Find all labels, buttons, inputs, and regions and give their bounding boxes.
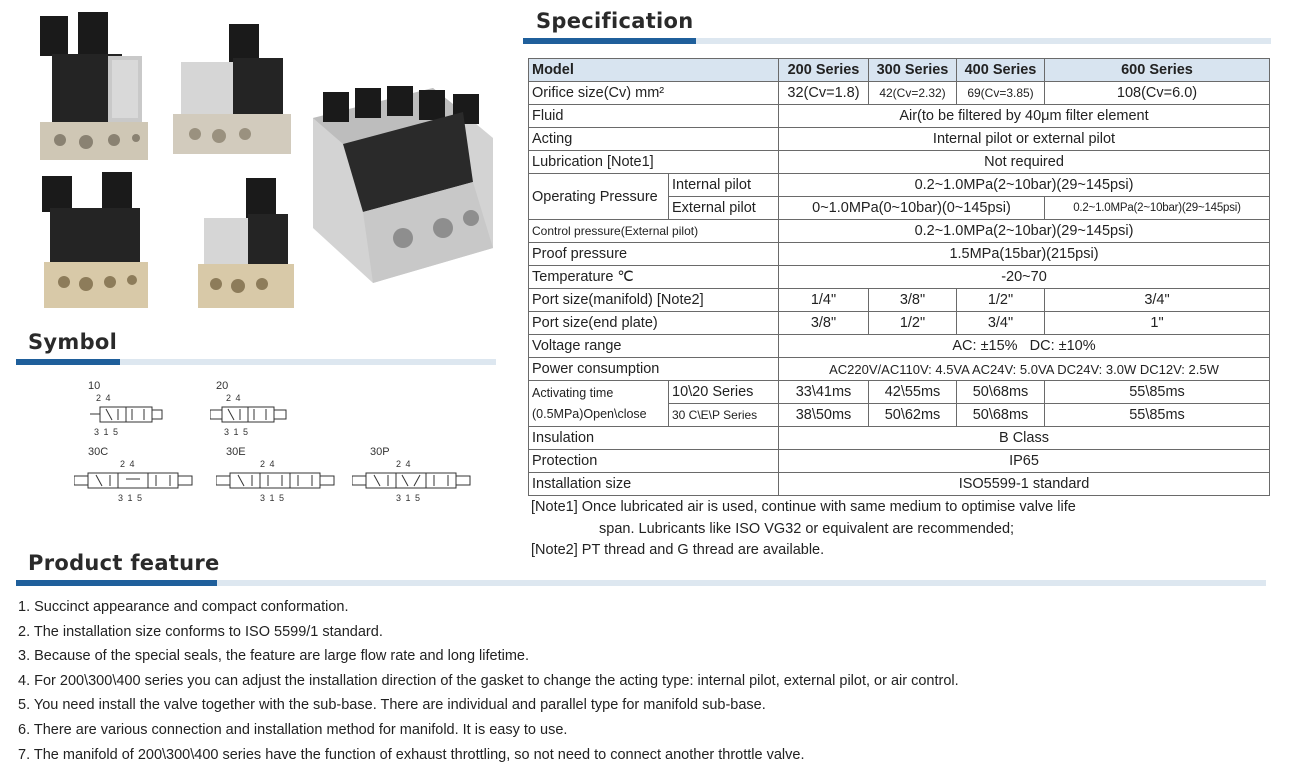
list-item: 1. Succinct appearance and compact conformation.: [18, 599, 349, 615]
valve-photo-3: [42, 172, 152, 312]
port-manifold-label: Port size(manifold) [Note2]: [529, 289, 779, 312]
header-600: 600 Series: [1045, 59, 1270, 82]
port-end-200: 3/8": [779, 312, 869, 335]
symbol-ports-top-30P: 2 4: [396, 459, 412, 469]
table-row: [529, 174, 1270, 197]
lubrication-label: Lubrication [Note1]: [529, 151, 779, 174]
symbol-20-diagram: [210, 404, 294, 426]
table-row: [529, 358, 1270, 381]
temperature-label: Temperature ℃: [529, 266, 779, 289]
table-row: [529, 450, 1270, 473]
activating-row1-300: 42\55ms: [869, 381, 957, 404]
insulation-label: Insulation: [529, 427, 779, 450]
internal-pilot-value: 0.2~1.0MPa(2~10bar)(29~145psi): [779, 174, 1270, 197]
table-row: [529, 105, 1270, 128]
port-end-400: 3/4": [957, 312, 1045, 335]
orifice-200: 32(Cv=1.8): [779, 82, 869, 105]
acting-label: Acting: [529, 128, 779, 151]
valve-photo-4: [198, 178, 298, 312]
port-manifold-600: 3/4": [1045, 289, 1270, 312]
list-item: 2. The installation size conforms to ISO 5599/1 standard.: [18, 623, 383, 640]
table-row: [529, 128, 1270, 151]
header-300: 300 Series: [869, 59, 957, 82]
table-row: [529, 59, 1270, 82]
port-end-label: Port size(end plate): [529, 312, 779, 335]
activating-row1-400: 50\68ms: [957, 381, 1045, 404]
port-end-300: 1/2": [869, 312, 957, 335]
symbol-ports-bottom-30C: 3 1 5: [118, 493, 144, 503]
note1-line2: span. Lubricants like ISO VG32 or equivalent are recommended;: [599, 520, 1015, 537]
symbol-ports-bottom-30E: 3 1 5: [260, 493, 286, 503]
table-row: [529, 381, 1270, 404]
activating-row2-600: 55\85ms: [1045, 404, 1270, 427]
table-row: [529, 266, 1270, 289]
activating-row1-label: 10\20 Series: [669, 381, 779, 404]
symbol-30P-diagram: [352, 470, 472, 492]
orifice-600: 108(Cv=6.0): [1045, 82, 1270, 105]
symbol-label-20: 20: [216, 380, 229, 392]
orifice-300: 42(Cv=2.32): [869, 82, 957, 105]
activating-row2-300: 50\62ms: [869, 404, 957, 427]
list-item: 3. Because of the special seals, the feature are large flow rate and long lifetime.: [18, 648, 530, 665]
port-manifold-400: 1/2": [957, 289, 1045, 312]
proof-pressure-value: 1.5MPa(15bar)(215psi): [779, 243, 1270, 266]
activating-label-line1: Activating time: [532, 385, 614, 400]
activating-row2-label: 30 C\E\P Series: [669, 404, 779, 427]
installation-value: ISO5599-1 standard: [779, 473, 1270, 496]
table-row: [529, 335, 1270, 358]
symbol-ports-bottom-10: 3 1 5: [94, 427, 120, 437]
table-row: [529, 243, 1270, 266]
protection-value: IP65: [779, 450, 1270, 473]
operating-pressure-label: Operating Pressure: [529, 174, 669, 220]
temperature-value: -20~70: [779, 266, 1270, 289]
symbol-label-30P: 30P: [370, 446, 390, 458]
activating-row2-200: 38\50ms: [779, 404, 869, 427]
activating-label: [529, 381, 669, 427]
specification-title-bar: [523, 38, 1271, 44]
product-photos: [18, 6, 508, 318]
activating-label-line2: (0.5MPa)Open\close: [532, 406, 647, 421]
acting-value: Internal pilot or external pilot: [779, 128, 1270, 151]
symbol-title-bar: [16, 359, 496, 365]
valve-photo-2: [173, 22, 293, 156]
external-pilot-value-a: 0~1.0MPa(0~10bar)(0~145psi): [779, 197, 1045, 220]
specification-title: Specification: [536, 9, 694, 33]
activating-row2-400: 50\68ms: [957, 404, 1045, 427]
table-row: [529, 151, 1270, 174]
power-value: AC220V/AC110V: 4.5VA AC24V: 5.0VA DC24V: 3.0W DC12V: 2.5W: [779, 358, 1270, 381]
table-row: [529, 220, 1270, 243]
lubrication-value: Not required: [779, 151, 1270, 174]
orifice-400: 69(Cv=3.85): [957, 82, 1045, 105]
list-item: 6. There are various connection and installation method for manifold. It is easy to use.: [18, 721, 568, 738]
voltage-value: AC: ±15% DC: ±10%: [779, 335, 1270, 358]
list-item: 4. For 200\300\400 series you can adjust the installation direction of the gasket to change the acting type: internal pilot, external pilot, or air control.: [18, 672, 959, 689]
symbol-30C-diagram: [74, 470, 194, 492]
symbol-label-30E: 30E: [226, 446, 246, 458]
orifice-label: Orifice size(Cv) mm²: [529, 82, 779, 105]
port-end-600: 1": [1045, 312, 1270, 335]
fluid-label: Fluid: [529, 105, 779, 128]
note2: [Note2] PT thread and G thread are available.: [531, 542, 825, 558]
symbol-ports-top-30E: 2 4: [260, 459, 276, 469]
symbol-ports-bottom-20: 3 1 5: [224, 427, 250, 437]
symbol-ports-top-30C: 2 4: [120, 459, 136, 469]
control-pressure-label: Control pressure(External pilot): [529, 220, 779, 243]
valve-photo-1: [38, 10, 153, 168]
fluid-value: Air(to be filtered by 40μm filter element: [779, 105, 1270, 128]
symbol-title: Symbol: [28, 330, 118, 354]
port-manifold-200: 1/4": [779, 289, 869, 312]
power-label: Power consumption: [529, 358, 779, 381]
symbol-label-10: 10: [88, 380, 101, 392]
manifold-photo: [303, 78, 503, 288]
table-row: [529, 427, 1270, 450]
list-item: 7. The manifold of 200\300\400 series have the function of exhaust throttling, so not need to connect another throttle valve.: [18, 746, 805, 763]
table-row: [529, 312, 1270, 335]
specification-table: [528, 58, 1270, 496]
valve-symbols: [70, 376, 490, 506]
product-feature-title-bar: [16, 580, 1266, 586]
symbol-30E-diagram: [216, 470, 336, 492]
activating-row1-600: 55\85ms: [1045, 381, 1270, 404]
header-400: 400 Series: [957, 59, 1045, 82]
port-manifold-300: 3/8": [869, 289, 957, 312]
table-row: [529, 82, 1270, 105]
symbol-10-diagram: [88, 404, 164, 426]
product-feature-title: Product feature: [28, 551, 220, 575]
installation-label: Installation size: [529, 473, 779, 496]
activating-row1-200: 33\41ms: [779, 381, 869, 404]
header-200: 200 Series: [779, 59, 869, 82]
feature-list: [18, 595, 959, 767]
header-model: Model: [529, 59, 779, 82]
voltage-label: Voltage range: [529, 335, 779, 358]
table-notes: [531, 497, 1076, 562]
symbol-ports-top-10: 2 4: [96, 393, 112, 403]
symbol-ports-top-20: 2 4: [226, 393, 242, 403]
note1-line1: [Note1] Once lubricated air is used, continue with same medium to optimise valve life: [531, 499, 1076, 515]
table-row: [529, 473, 1270, 496]
symbol-ports-bottom-30P: 3 1 5: [396, 493, 422, 503]
proof-pressure-label: Proof pressure: [529, 243, 779, 266]
external-pilot-label: External pilot: [669, 197, 779, 220]
list-item: 5. You need install the valve together with the sub-base. There are individual and parallel type for manifold sub-base.: [18, 697, 766, 714]
table-row: [529, 289, 1270, 312]
symbol-label-30C: 30C: [88, 446, 109, 458]
insulation-value: B Class: [779, 427, 1270, 450]
external-pilot-value-b: 0.2~1.0MPa(2~10bar)(29~145psi): [1045, 197, 1270, 220]
control-pressure-value: 0.2~1.0MPa(2~10bar)(29~145psi): [779, 220, 1270, 243]
internal-pilot-label: Internal pilot: [669, 174, 779, 197]
protection-label: Protection: [529, 450, 779, 473]
